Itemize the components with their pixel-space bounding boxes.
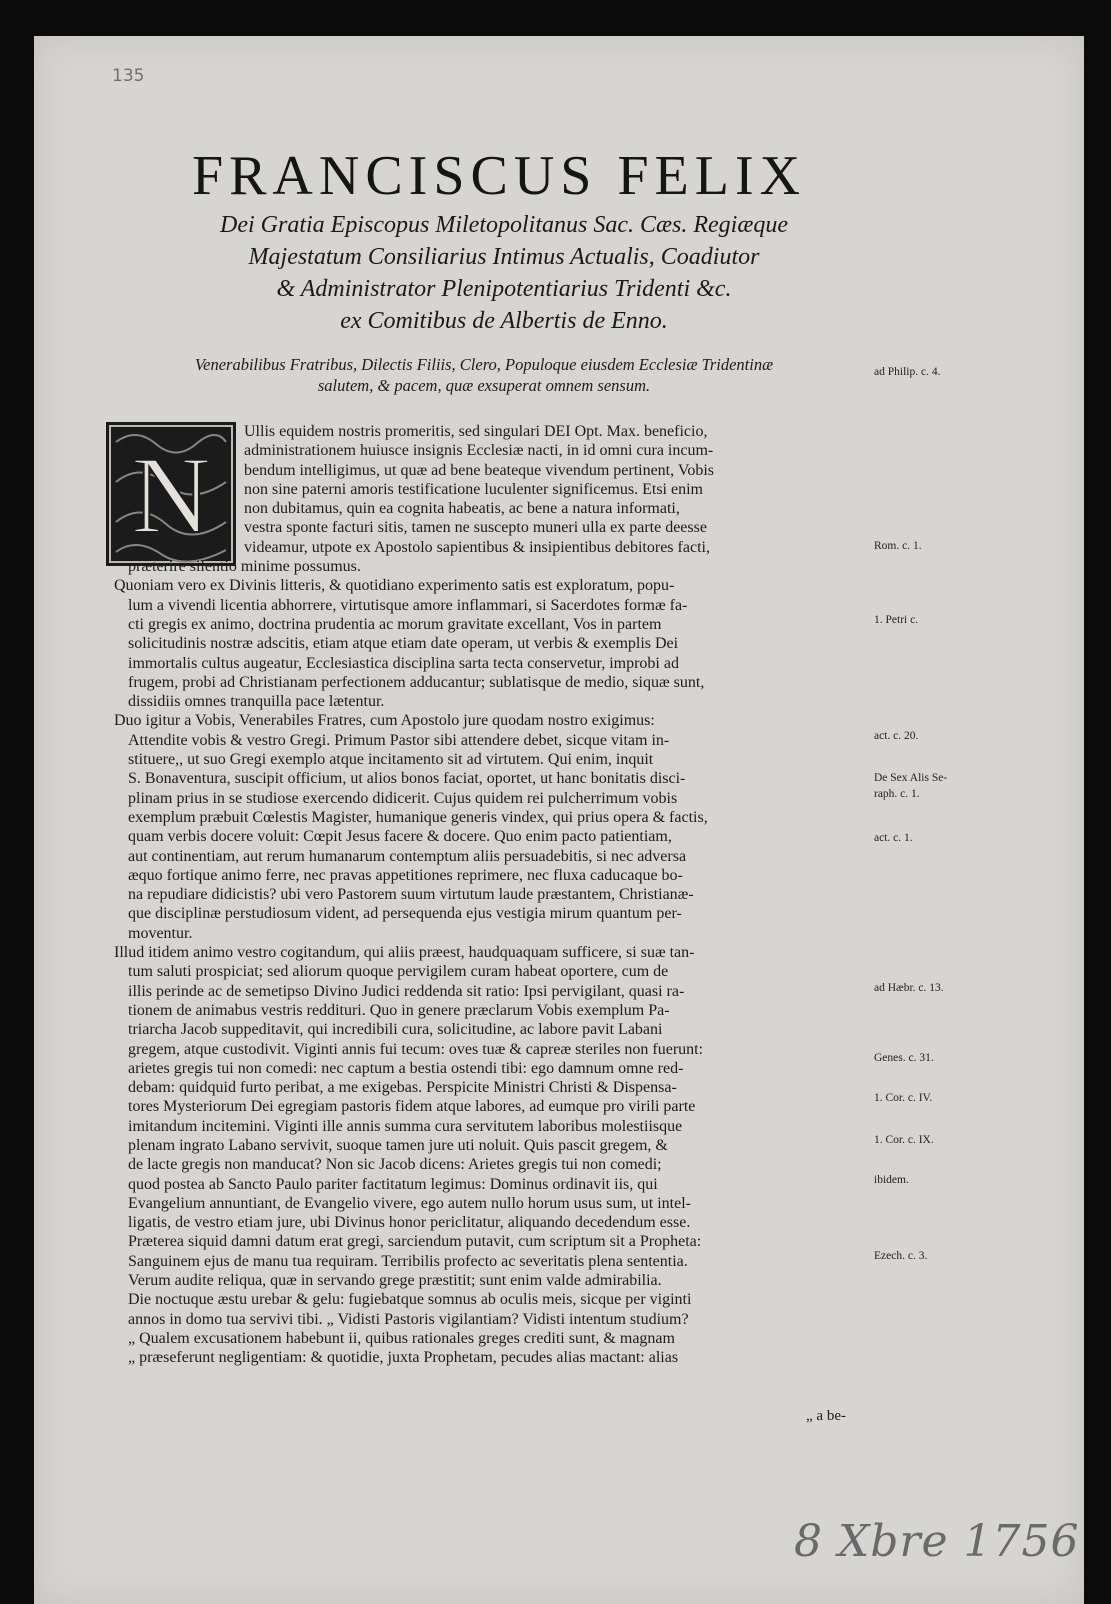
margin-note: Ezech. c. 3. xyxy=(874,1250,928,1262)
margin-note: raph. c. 1. xyxy=(874,788,920,800)
body-line: „ Qualem excusationem habebunt ii, quibus rationales greges crediti sunt, & magnam xyxy=(128,1329,675,1347)
body-line: ligatis, de vestro etiam jure, ubi Divinus honor periclitatur, aliquando decedendum esse. xyxy=(128,1214,691,1232)
body-line: que disciplinæ perstudiosum vident, ad persequenda ejus vestigia mirum quantum per- xyxy=(128,905,682,923)
margin-note: act. c. 20. xyxy=(874,730,919,742)
margin-note: ad Philip. c. 4. xyxy=(874,366,941,378)
body-line: plenam ingrato Labano servivit, suoque tamen jure uti noluit. Quis pascit gregem, & xyxy=(128,1136,668,1154)
handwritten-date: 8 Xbre 1756 xyxy=(794,1516,1080,1567)
body-line: arietes gregis tui non comedi: nec captum a bestia ostendi tibi: ego damnum omne red- xyxy=(128,1059,684,1077)
body-line: quod postea ab Sancto Paulo pariter factitatum legimus: Dominus ordinavit iis, qui xyxy=(128,1175,658,1193)
body-line: non sine paterni amoris testificatione luculenter significemus. Etsi enim xyxy=(244,480,703,498)
body-line: plinam prius in se studiose exercendo didicerit. Cujus quidem rei pulcherrimum vobis xyxy=(128,789,678,807)
body-line: gregem, atque custodivit. Viginti annis fui tecum: oves tuæ & capreæ steriles non fuerunt: xyxy=(128,1040,704,1058)
title-line-4: ex Comitibus de Albertis de Enno. xyxy=(340,308,668,334)
salutation-line-1: Venerabilibus Fratribus, Dilectis Filiis, Clero, Populoque eiusdem Ecclesiæ Tridentinæ xyxy=(194,355,774,374)
body-line: Præterea siquid damni datum erat gregi, sarciendum putavit, cum scriptum sit a Propheta: xyxy=(128,1233,702,1251)
body-line: Verum audite reliqua, quæ in servando grege præstitit; sunt enim valde admirabilia. xyxy=(128,1272,662,1290)
document-page xyxy=(34,36,1084,1604)
margin-note: act. c. 1. xyxy=(874,832,913,844)
margin-note: Rom. c. 1. xyxy=(874,540,922,552)
salutation xyxy=(104,354,864,396)
body-line: frugem, probi ad Christianam perfectionem adducantur; sublatisque de medio, siquæ sunt, xyxy=(128,673,705,691)
document-body xyxy=(114,422,904,1368)
body-line: præterire silentio minime possumus. xyxy=(128,558,361,576)
body-line: lum a vivendi licentia abhorrere, virtutisque amore inflammari, si Sacerdotes formæ fa- xyxy=(128,596,688,614)
margin-note: 1. Cor. c. IX. xyxy=(874,1134,934,1146)
body-line: bendum intelligimus, ut quæ ad bene beateque vivendum pertinent, Vobis xyxy=(244,461,714,479)
body-line: vestra sponte facturi sitis, tamen ne suscepto muneri ulla ex parte deesse xyxy=(244,519,707,537)
body-line: Illud itidem animo vestro cogitandum, qui aliis præest, haudquaquam sufficere, si suæ tan- xyxy=(114,944,695,962)
document-title: FRANCISCUS FELIX xyxy=(191,145,807,207)
body-line: moventur. xyxy=(128,924,193,942)
body-line: stituere,, ut suo Gregi exemplo atque incitamento sit ad virtutem. Qui enim, inquit xyxy=(128,751,654,769)
title-line-1: Dei Gratia Episcopus Miletopolitanus Sac. Cæs. Regiæque xyxy=(220,212,788,238)
body-line: tores Mysteriorum Dei egregiam pastoris fidem atque labores, ad eumque pro virili parte xyxy=(128,1098,696,1116)
title-line-2: Majestatum Consiliarius Intimus Actualis, Coadiutor xyxy=(248,244,760,270)
catchword: „ a be- xyxy=(806,1408,846,1424)
body-line: non dubitamus, quin ea cognita habeatis, ac bene a natura informati, xyxy=(244,500,680,518)
drop-cap-letter: N xyxy=(131,434,211,556)
margin-note: 1. Petri c. xyxy=(874,614,919,626)
body-line: Die noctuque æstu urebar & gelu: fugiebatque somnus ab oculis meis, sicque per viginti xyxy=(128,1291,692,1309)
body-line: quam verbis docere voluit: Cœpit Jesus facere & docere. Quo enim pacto patientiam, xyxy=(128,828,672,846)
margin-note: Genes. c. 31. xyxy=(874,1052,934,1064)
body-line: tum saluti prospiciat; sed aliorum quoque pervigilem curam habeat oportere, cum de xyxy=(128,963,669,981)
body-line: debam: quidquid furto peribat, a me exigebas. Perspicite Ministri Christi & Dispensa- xyxy=(128,1079,677,1097)
body-line: Quoniam vero ex Divinis litteris, & quotidiano experimento satis est exploratum, popu- xyxy=(114,577,675,595)
body-line: S. Bonaventura, suscipit officium, ut alios bonos faciat, oportet, ut hanc bonitatis disci- xyxy=(128,770,686,788)
body-line: Evangelium annuntiant, de Evangelio vivere, ego autem nullo horum usus sum, ut intel- xyxy=(128,1194,691,1212)
margin-note: ad Hæbr. c. 13. xyxy=(874,982,944,994)
body-line: annos in domo tua servivi tibi. „ Vidisti Pastoris vigilantiam? Vidisti intentum studium? xyxy=(128,1310,689,1328)
body-line: administrationem huiusce insignis Ecclesiæ nacti, in id omni cura incum- xyxy=(244,442,714,460)
body-line: Sanguinem ejus de manu tua requiram. Terribilis profecto ac severitatis plena sententia. xyxy=(128,1252,688,1270)
body-line: solicitudinis nostræ adscitis, etiam atque etiam date operam, ut verbis & exemplis Dei xyxy=(128,635,679,653)
body-line: tionem de animabus vestris reddituri. Quo in genere præclarum Vobis exemplum Pa- xyxy=(128,1001,670,1019)
body-line: dissidiis omnes tranquilla pace lætentur. xyxy=(128,693,385,711)
margin-note: De Sex Alis Se- xyxy=(874,772,948,784)
body-line: videamur, utpote ex Apostolo sapientibus & insipientibus debitores facti, xyxy=(244,538,710,556)
body-line: „ præseferunt negligentiam: & quotidie, juxta Prophetam, pecudes alias mactant: alias xyxy=(128,1349,679,1367)
body-line: illis perinde ac de semetipso Divino Judici reddenda sit ratio: Ipsi pervigilant, quasi ra- xyxy=(128,982,685,1000)
title-line-3: & Administrator Plenipotentiarius Tridenti &c. xyxy=(276,276,732,302)
body-line: æquo fortique animo ferre, nec pravas appetitiones reprimere, nec fluxa caducaque bo- xyxy=(128,866,683,884)
body-line: imitandum incitemini. Viginti ille annis summa cura servitutem laboribus molestiisque xyxy=(128,1117,683,1135)
body-line: Ullis equidem nostris promeritis, sed singulari DEI Opt. Max. beneficio, xyxy=(244,423,708,440)
margin-note: ibidem. xyxy=(874,1174,909,1186)
salutation-line-2: salutem, & pacem, quæ exsuperat omnem sensum. xyxy=(317,376,651,395)
body-line: aut continentiam, aut rerum humanarum contemptum aliis persuadebitis, si nec adversa xyxy=(128,847,687,865)
body-line: Attendite vobis & vestro Gregi. Primum Pastor sibi attendere debet, sicque vitam in- xyxy=(128,731,670,749)
body-line: exemplum præbuit Cœlestis Magister, humanique generis vindex, qui prius opera & factis, xyxy=(128,808,708,826)
body-line: cti gregis ex animo, doctrina prudentia ac morum gravitate excellant, Vos in partem xyxy=(128,615,662,633)
body-line: de lacte gregis non manducat? Non sic Jacob dicens: Arietes gregis tui non comedi; xyxy=(128,1156,662,1174)
body-line: Duo igitur a Vobis, Venerabiles Fratres, cum Apostolo jure quodam nostro exigimus: xyxy=(114,712,655,730)
body-line: na repudiare didicistis? ubi vero Pastorem suum virtutum laude præstantem, Christianæ- xyxy=(128,886,694,904)
body-line: immortalis cultus augeatur, Ecclesiastica disciplina sarta tecta conservetur, improbi ad xyxy=(128,654,679,672)
margin-note: 1. Cor. c. IV. xyxy=(874,1092,933,1104)
body-line: triarcha Jacob suppeditavit, qui incredibili cura, solicitudine, ac labore pavit Labani xyxy=(128,1021,663,1039)
folio-number: 135 xyxy=(112,66,145,86)
